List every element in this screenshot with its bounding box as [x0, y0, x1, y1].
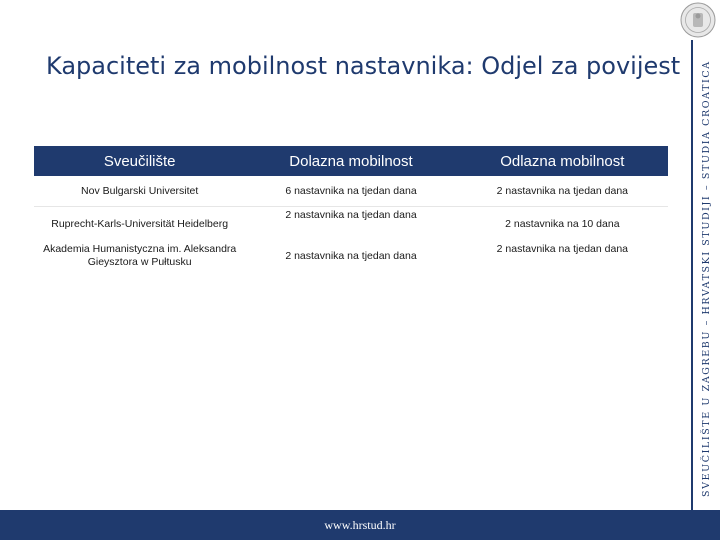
cell-university: Nov Bulgarski Universitet	[81, 184, 199, 197]
cell-outgoing: 2 nastavnika na tjedan dana	[496, 243, 628, 255]
header-university: Sveučilište	[34, 146, 245, 176]
cell-outgoing: 2 nastavnika na 10 dana	[505, 217, 620, 230]
table-row	[34, 207, 668, 242]
table-row	[34, 176, 668, 207]
cell-incoming: 6 nastavnika na tjedan dana	[285, 184, 417, 197]
sidebar-divider	[691, 40, 693, 510]
header-outgoing: Odlazna mobilnost	[457, 146, 668, 176]
mobility-table	[34, 146, 668, 271]
cell-outgoing: 2 nastavnika na tjedan dana	[496, 184, 628, 197]
table-header-row	[34, 146, 668, 176]
cell-incoming: 2 nastavnika na tjedan dana	[285, 249, 417, 262]
table-row	[34, 241, 668, 271]
cell-university: Akademia Humanistyczna im. Aleksandra Gieysztora w Pułtusku	[43, 243, 237, 268]
cell-university: Ruprecht-Karls-Universität Heidelberg	[51, 217, 229, 230]
sidebar-vertical-text: SVEUČILIŠTE U ZAGREBU – HRVATSKI STUDIJI – STUDIA CROATICA	[701, 60, 712, 497]
university-seal-icon	[680, 2, 716, 38]
footer-url[interactable]: www.hrstud.hr	[324, 518, 396, 532]
cell-incoming: 2 nastavnika na tjedan dana	[285, 209, 417, 221]
slide-title: Kapaciteti za mobilnost nastavnika: Odjel za povijest	[46, 52, 681, 80]
header-incoming: Dolazna mobilnost	[245, 146, 456, 176]
